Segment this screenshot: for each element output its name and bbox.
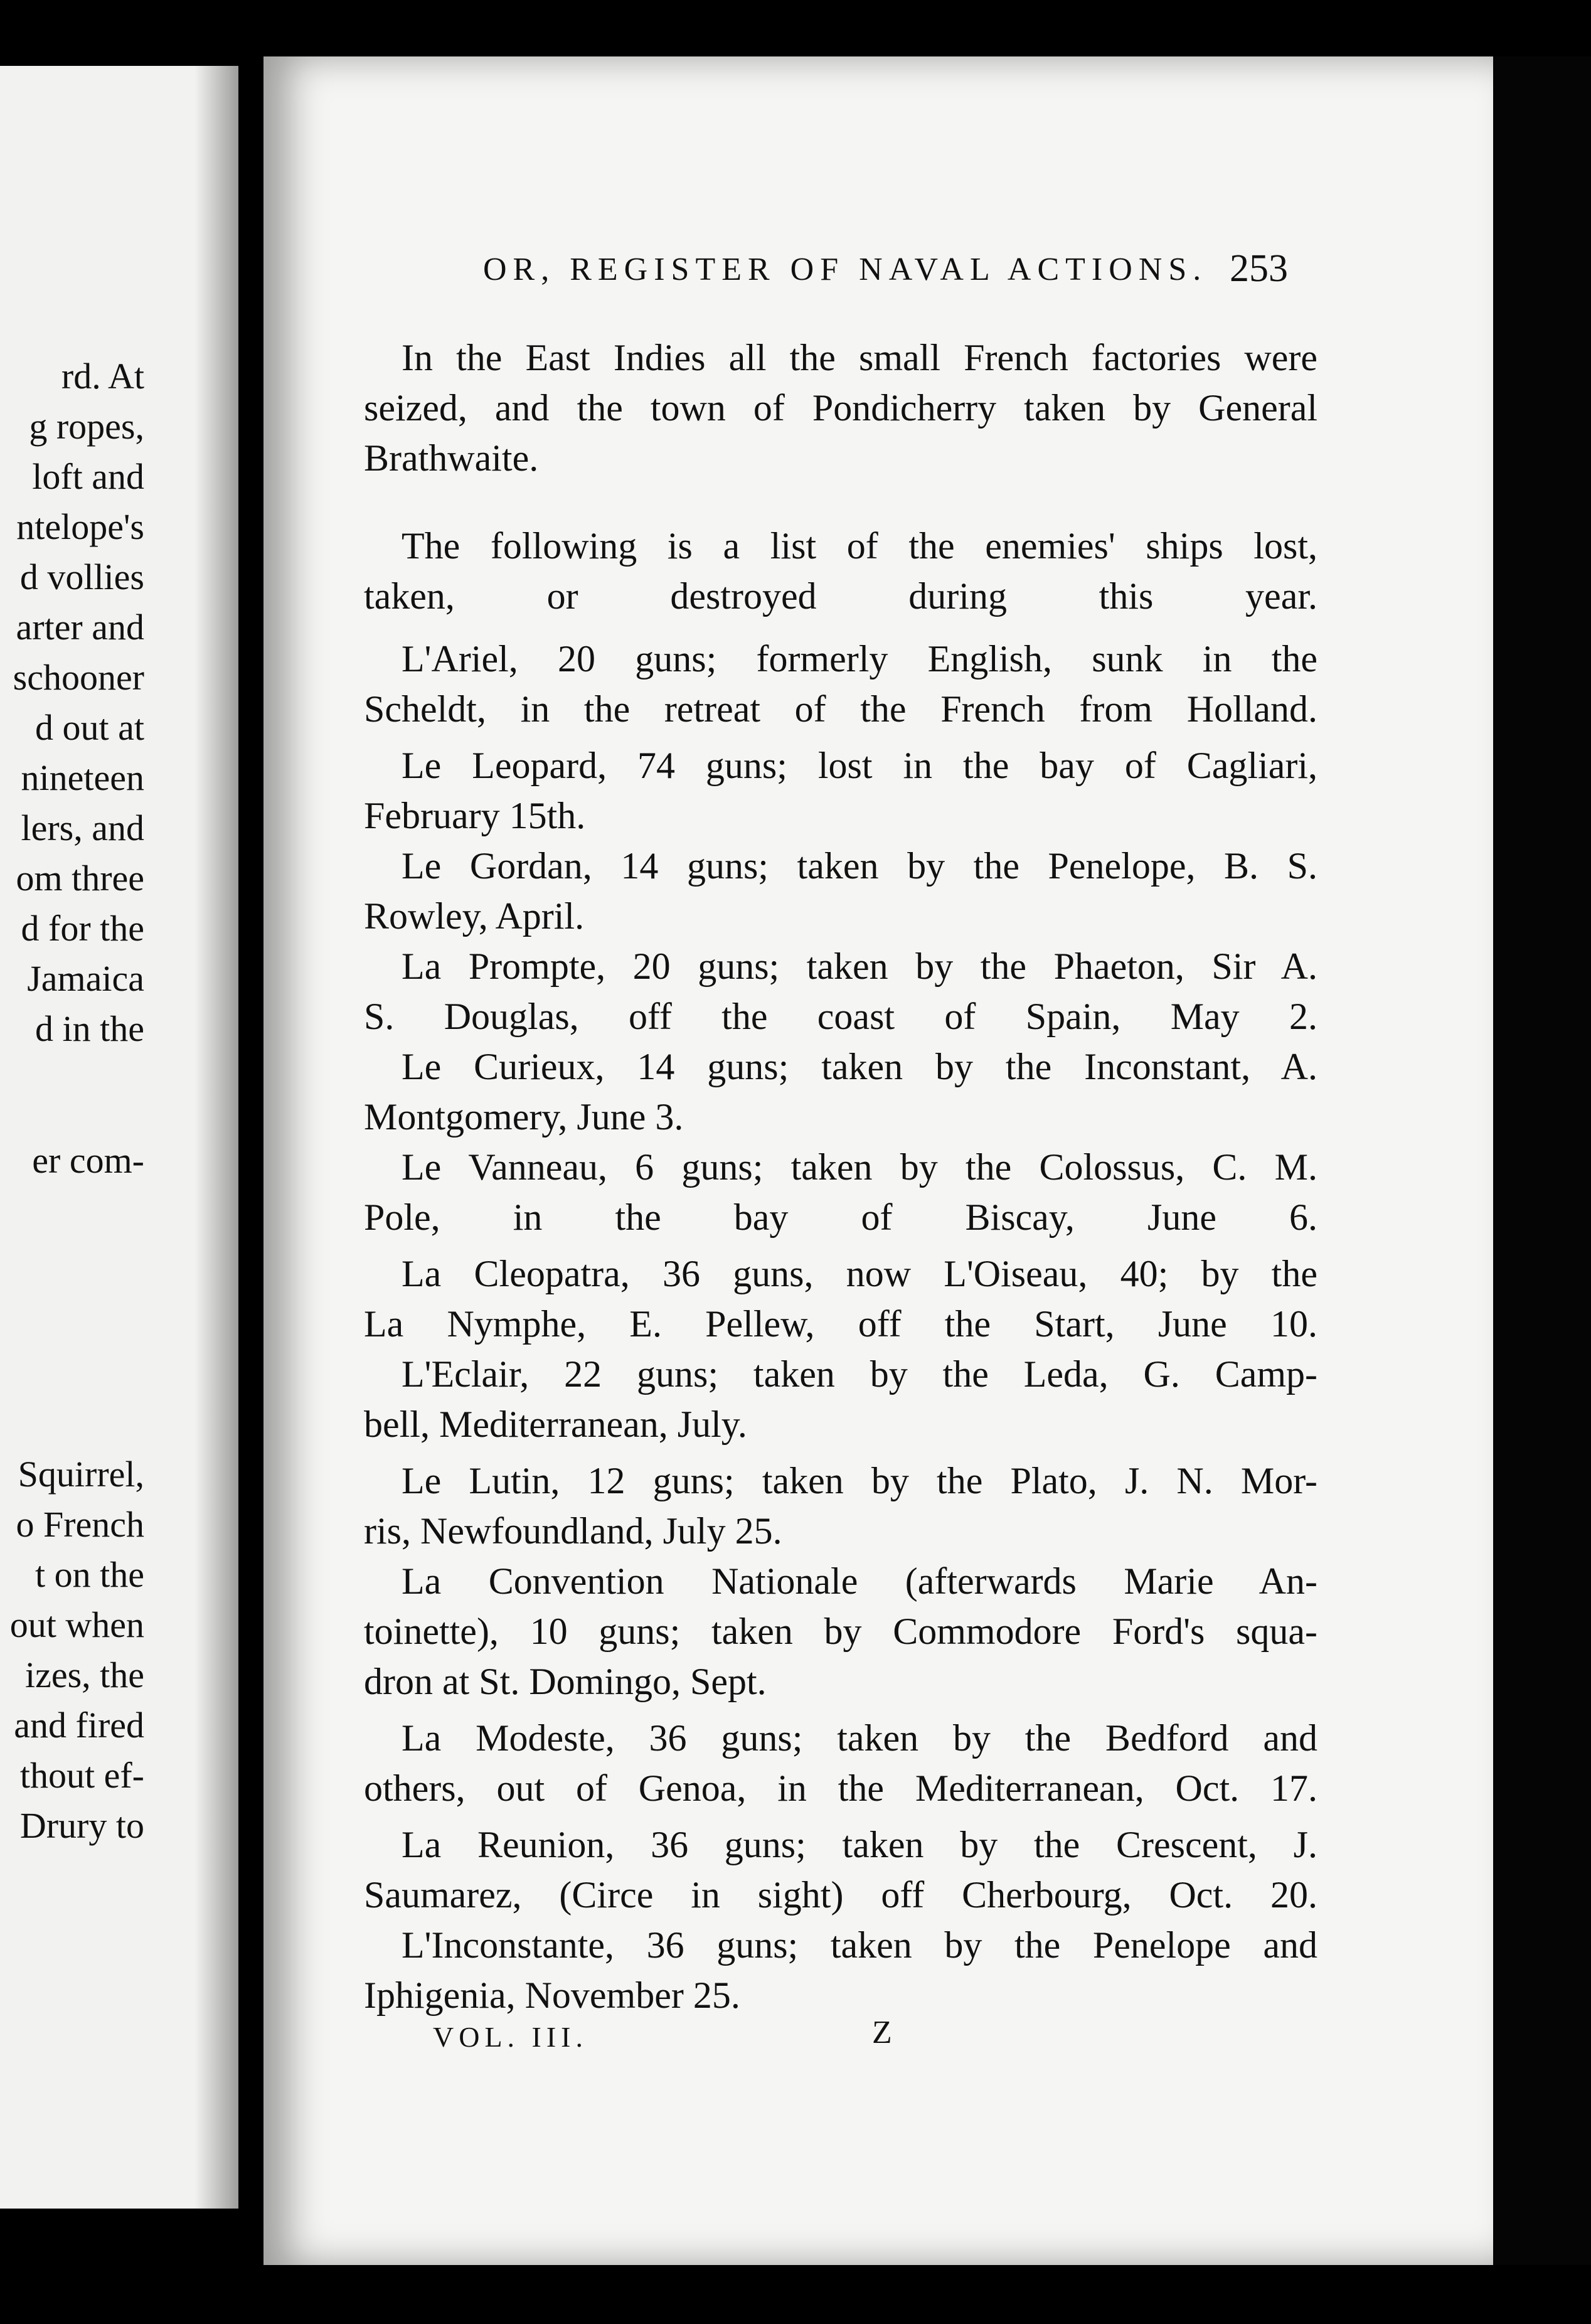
left-page-fragment: rd. At [61, 356, 144, 397]
text-line: Scheldt, in the retreat of the French from Holland. [364, 688, 1317, 730]
text-line: Brathwaite. [364, 437, 539, 479]
text-line: seized, and the town of Pondicherry taken by General [364, 387, 1317, 429]
text-line: The following is a list of the enemies' ships lost, [402, 525, 1317, 567]
text-line: La Convention Nationale (afterwards Marie An- [402, 1560, 1317, 1602]
left-page-fragment: schooner [13, 657, 144, 698]
left-facing-page [0, 66, 238, 2209]
left-page-fragment: t on the [35, 1554, 144, 1595]
text-line: L'Ariel, 20 guns; formerly English, sunk in the [402, 638, 1317, 680]
text-line: Saumarez, (Circe in sight) off Cherbourg, Oct. 20. [364, 1874, 1317, 1916]
left-page-fragment: er com- [32, 1140, 144, 1181]
left-page-fragment: d in the [35, 1008, 144, 1049]
text-line: L'Eclair, 22 guns; taken by the Leda, G. Camp- [402, 1353, 1317, 1395]
left-page-fragment: arter and [16, 607, 144, 648]
left-page-fragment: thout ef- [19, 1755, 144, 1796]
left-page-fragment: lers, and [21, 808, 144, 848]
sheet-mark: Z [872, 2015, 892, 2050]
left-page-fragment: om three [16, 858, 144, 898]
left-page-fragment: and fired [14, 1705, 144, 1746]
text-line: taken, or destroyed during this year. [364, 575, 1317, 617]
left-page-fragment: d for the [21, 908, 144, 949]
left-page-fragment: Drury to [19, 1805, 144, 1846]
text-line: La Prompte, 20 guns; taken by the Phaeton, Sir A. [402, 946, 1317, 987]
left-page-fragment: out when [9, 1604, 144, 1645]
left-page-fragment: loft and [32, 456, 144, 497]
text-line: Montgomery, June 3. [364, 1096, 684, 1138]
text-line: La Cleopatra, 36 guns, now L'Oiseau, 40; by the [402, 1253, 1317, 1294]
text-line: Le Curieux, 14 guns; taken by the Inconstant, A. [402, 1046, 1317, 1087]
left-page-fragment: nineteen [21, 757, 144, 798]
page-edge [1493, 56, 1591, 2265]
left-page-fragment: Jamaica [27, 958, 144, 999]
text-line: dron at St. Domingo, Sept. [364, 1661, 767, 1702]
left-page-fragment: ntelope's [16, 506, 144, 547]
text-line: La Nymphe, E. Pellew, off the Start, June 10. [364, 1303, 1317, 1345]
text-line: Le Vanneau, 6 guns; taken by the Colossus, C. M. [402, 1146, 1317, 1188]
left-page-fragment: Squirrel, [18, 1454, 144, 1495]
signature-mark: VOL. III. [433, 2021, 588, 2053]
page-gutter-shadow [194, 66, 238, 2209]
text-line: Le Lutin, 12 guns; taken by the Plato, J. N. Mor- [402, 1460, 1317, 1501]
text-line: ris, Newfoundland, July 25. [364, 1510, 782, 1552]
text-line: S. Douglas, off the coast of Spain, May 2. [364, 996, 1317, 1037]
text-line: La Modeste, 36 guns; taken by the Bedford and [402, 1717, 1317, 1759]
text-line: others, out of Genoa, in the Mediterranean, Oct. 17. [364, 1767, 1317, 1809]
text-line: Iphigenia, November 25. [364, 1975, 740, 2016]
left-page-fragment: d vollies [19, 557, 144, 597]
left-page-fragment: d out at [35, 707, 144, 748]
left-page-fragment: izes, the [24, 1655, 144, 1695]
text-line: Pole, in the bay of Biscay, June 6. [364, 1197, 1317, 1238]
running-head: OR, REGISTER OF NAVAL ACTIONS. [483, 252, 1208, 287]
text-line: Rowley, April. [364, 895, 585, 937]
text-line: February 15th. [364, 795, 586, 836]
text-line: In the East Indies all the small French factories were [402, 337, 1317, 378]
text-line: bell, Mediterranean, July. [364, 1404, 747, 1445]
text-line: La Reunion, 36 guns; taken by the Crescent, J. [402, 1824, 1317, 1865]
page-number: 253 [1230, 247, 1288, 290]
text-line: Le Leopard, 74 guns; lost in the bay of Cagliari, [402, 745, 1317, 786]
text-line: L'Inconstante, 36 guns; taken by the Penelope and [402, 1924, 1317, 1966]
left-page-fragment: g ropes, [29, 406, 144, 447]
text-line: toinette), 10 guns; taken by Commodore Ford's squa- [364, 1611, 1317, 1652]
left-page-fragment: o French [16, 1504, 144, 1545]
text-line: Le Gordan, 14 guns; taken by the Penelope, B. S. [402, 845, 1317, 887]
